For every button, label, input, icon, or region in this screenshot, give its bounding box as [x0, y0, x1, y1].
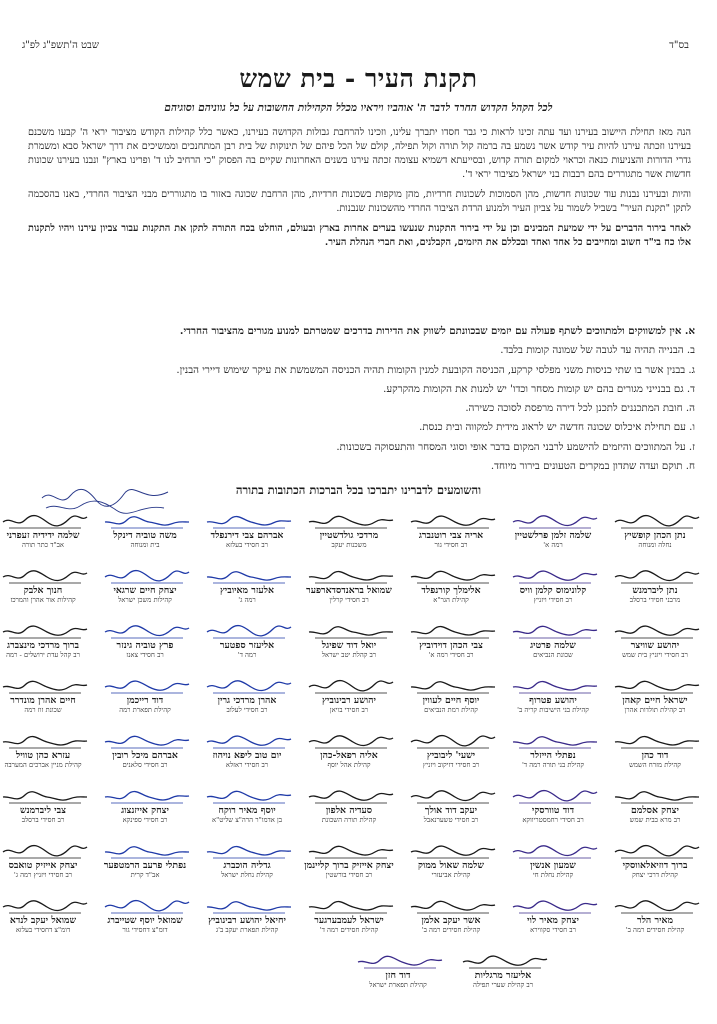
- handwritten-signature: [397, 677, 505, 695]
- signatory-title: רב חסידי בעלזא: [226, 541, 268, 549]
- signatory-title: רב חסידי דזיקוב ויזניץ: [422, 761, 480, 769]
- signature-block: [193, 677, 301, 715]
- signature-block: [91, 842, 199, 880]
- signatory-title: שכונת הנביאים: [533, 651, 573, 659]
- handwritten-signature: [499, 622, 607, 640]
- signatory-name: דוד כהן: [641, 750, 669, 761]
- signature-block: [601, 842, 709, 880]
- signature-block: [91, 567, 199, 605]
- signatory-title: קהילות אור אהרן והמרכז: [10, 596, 76, 604]
- signatory-title: קהילת דרכי יצחק: [632, 871, 678, 879]
- handwritten-signature: [91, 897, 199, 915]
- signature-block: [397, 787, 505, 825]
- signatory-title: רב חסידי טשערנאבל: [423, 816, 479, 824]
- rule-item: ה. חובת המתכננים לתכנן לכל דירה מרפסת לסוכה כשירה.: [465, 403, 695, 415]
- signature-block: [91, 512, 199, 550]
- signatory-title: קהילת תורה השכונת: [321, 816, 377, 824]
- signatory-title: רב חסידי סלאנים: [122, 761, 168, 769]
- handwritten-signature: [601, 787, 709, 805]
- handwritten-signature: [601, 567, 709, 585]
- signatory-name: אליה רפאל-כהן: [320, 750, 378, 761]
- signature-block: [601, 677, 709, 715]
- signatory-title: קהילת מניין אברכים המערבה: [4, 761, 82, 769]
- handwritten-signature: [0, 787, 97, 805]
- signature-block: [91, 622, 199, 660]
- handwritten-signature: [499, 842, 607, 860]
- signatory-title: רב חסידי קרלין: [329, 596, 369, 604]
- handwritten-signature: [193, 787, 301, 805]
- signature-block: [193, 567, 301, 605]
- signatory-name: חיים אהרן מונדרר: [10, 695, 76, 706]
- signatory-title: קהילת תפארת יעקב ב'ג: [215, 926, 279, 934]
- handwritten-signature: [449, 952, 557, 970]
- signature-block: [397, 567, 505, 605]
- signatory-name: אברהם צבי דירנפלד: [210, 530, 284, 541]
- signatory-title: נחלה ומנוחה: [638, 541, 672, 549]
- signatory-name: חנוך אלבק: [23, 585, 63, 596]
- signatory-name: יצחק אייזנצוג: [121, 805, 169, 816]
- signature-block: [193, 732, 301, 770]
- handwritten-signature: [397, 622, 505, 640]
- top-line: [22, 40, 689, 54]
- signature-block: [499, 512, 607, 550]
- signatory-title: קהילת נחלת חי: [532, 871, 574, 879]
- rule-item: ד. גם בבנייני מגורים בהם יש קומות מסחר וכדו' יש למנות את הקומות מהקרקע.: [383, 383, 695, 395]
- signature-block: [0, 897, 97, 935]
- signatory-title: קהילת בני תורה רמה ד': [521, 761, 585, 769]
- signature-block: [295, 842, 403, 880]
- handwritten-signature: [193, 512, 301, 530]
- signature-block: [193, 512, 301, 550]
- handwritten-signature: [601, 732, 709, 750]
- signature-block: [397, 677, 505, 715]
- signature-block: [91, 787, 199, 825]
- signatory-name: שלמה פרטיג: [530, 640, 576, 651]
- handwritten-signature: [397, 732, 505, 750]
- signatory-name: אלימלך קורנפלד: [421, 585, 481, 596]
- signatory-name: דוד רייכמן: [126, 695, 164, 706]
- signatory-name: ברוך דוזיאלאווסקי: [622, 860, 688, 871]
- signatory-title: אב"ד כתר תורה: [21, 541, 64, 549]
- signatory-name: נפתלי פרעב הרמטפער: [103, 860, 187, 871]
- signatory-title: בית ומנוחה: [130, 541, 160, 549]
- signatory-title: קהילת רמת הנביאים: [424, 706, 478, 714]
- signatory-title: משכנות יעקב: [331, 541, 367, 549]
- rule-item: ג. בבנין אשר בו שתי כניסות משני מפלסי קרקע, הכניסה הקובעת למנין הקומות תהיה הכניסה המשמשת את עיקר שימוש דיירי הבנין.: [176, 364, 695, 376]
- signature-block: [295, 787, 403, 825]
- signatory-name: שמואל יוסף שטייברג: [107, 915, 183, 926]
- signature-block: [295, 732, 403, 770]
- signatory-title: רב קהלת יטב ישראל: [321, 651, 377, 659]
- page-title: תקנת העיר - בית שמש: [239, 64, 478, 93]
- handwritten-signature: [0, 897, 97, 915]
- signatory-title: דומ"צ דחסידי גור: [122, 926, 168, 934]
- signatory-title: רב חסידי ויזניץ: [533, 596, 573, 604]
- signature-block: [601, 787, 709, 825]
- handwritten-signature: [499, 512, 607, 530]
- handwritten-signature: [295, 787, 403, 805]
- signatory-name: יום טוב ליפא נויהוז: [212, 750, 282, 761]
- signatory-title: דומ"צ דחסידי בעלזא: [15, 926, 71, 934]
- handwritten-signature: [193, 677, 301, 695]
- signatory-title: קהילת נחלת ישראל: [221, 871, 273, 879]
- signatory-name: ישראל חיים קאהן: [622, 695, 688, 706]
- handwritten-signature: [193, 567, 301, 585]
- signatory-title: קהילת חסידים רמה ב': [421, 926, 481, 934]
- signature-block: [295, 622, 403, 660]
- signatory-name: צבי הכהן דוידוביץ: [419, 640, 483, 651]
- handwritten-signature: [193, 732, 301, 750]
- signatory-title: קהילת בני הישיבות קריה ב': [517, 706, 589, 714]
- bsd-mark: בס"ד: [669, 40, 689, 51]
- signatory-title: רב חסידי ספינקא: [122, 816, 168, 824]
- handwritten-signature: [193, 622, 301, 640]
- signatory-title: קהילת חסידים רמה ב': [625, 926, 685, 934]
- handwritten-signature: [295, 677, 403, 695]
- signatory-name: יוסף חיים לעווין: [422, 695, 480, 706]
- signatory-title: קהילת אביעזרי: [431, 871, 471, 879]
- signature-block: [397, 897, 505, 935]
- rule-item: ו. עם תחילת איכלוס שכונה חדשה יש לראוג מידית למקווה ובית כנסת.: [419, 422, 695, 434]
- handwritten-signature: [397, 787, 505, 805]
- signatory-name: יצחק חיים שרגאי: [113, 585, 177, 596]
- signatory-name: ישראל לעמבערגער: [314, 915, 384, 926]
- signatory-name: שלמה ידידיה זעפרני: [6, 530, 80, 541]
- signatory-name: סעדיה אלפון: [325, 805, 373, 816]
- signature-block: [0, 732, 97, 770]
- signatory-name: מאיר הלר: [637, 915, 673, 926]
- signatory-title: רמה א': [543, 541, 563, 549]
- handwritten-signature: [499, 897, 607, 915]
- signatory-name: אליעזר מרגליות: [474, 970, 532, 981]
- signature-block: [0, 622, 97, 660]
- signatory-title: רמה ד': [237, 651, 257, 659]
- rule-item: ב. הבנייה תהיה עד לגובה של שמונה קומות בלבד.: [500, 345, 695, 357]
- handwritten-signature: [295, 842, 403, 860]
- signature-block: [499, 622, 607, 660]
- signature-block: [601, 732, 709, 770]
- signature-block: [295, 512, 403, 550]
- signature-block: [91, 677, 199, 715]
- signatory-title: רב מרא בבית שמש: [629, 816, 681, 824]
- rule-item: ח. תוקם ועדה שתדון במקרים הטעונים בירור מיוחד.: [490, 461, 695, 473]
- signatory-name: אהרן מרדכי גרין: [217, 695, 277, 706]
- handwritten-signature: [397, 842, 505, 860]
- paragraph-2: והיות ובעירנו נבנות עוד שכונות חדשות, מהן הסמוכות לשכונות חרדיות, מהן מוקפות בשכונות חרדיות, מהן הרחבת שכונה באזור בו מתגוררים מבני הציבור החרדי, באנו בהסכמה לתקן "תקנת העיר" בשביל לשמור על צביון העיר ולמנוע הרדת הציבור החרדי מהשכונות שנבנות.: [28, 189, 691, 214]
- signatory-name: משה טוביה דינקל: [113, 530, 177, 541]
- signatory-name: אליעזר ספטער: [219, 640, 275, 651]
- signatory-title: קהילת הגר"א: [433, 596, 469, 604]
- handwritten-signature: [397, 897, 505, 915]
- signatory-name: שמואל בראנדסדארפער: [306, 585, 392, 596]
- signatory-title: רב קהל עדת ירושלים - רמה: [6, 651, 80, 659]
- signatory-name: אלעזר מאיוביץ: [219, 585, 275, 596]
- signatory-name: מרדכי גולדשטיין: [319, 530, 379, 541]
- signatory-name: יחיאל יהושע רבינוביץ: [208, 915, 286, 926]
- handwritten-signature: [0, 842, 97, 860]
- signatory-title: רב חסידי ויזניץ רמה ג': [13, 871, 73, 879]
- signatory-name: אברהם מיכל רובין: [112, 750, 178, 761]
- signature-block: [397, 732, 505, 770]
- signatory-title: בן אדמו"ר הרה"צ שליט"א: [212, 816, 282, 824]
- signatory-title: רמה ג': [238, 596, 256, 604]
- signature-block: [397, 842, 505, 880]
- signatory-name: אריה צבי רוטנברג: [418, 530, 484, 541]
- handwritten-signature: [397, 512, 505, 530]
- signatory-title: קהילת תפארת רמה: [119, 706, 171, 714]
- date-line: שבט ה'תשפ"ג לפ"ג: [22, 40, 99, 51]
- signatory-name: יעקב דוד אולך: [424, 805, 478, 816]
- signature-block: [91, 897, 199, 935]
- handwritten-signature: [601, 677, 709, 695]
- signatory-title: רב חסידי בורשטין: [325, 871, 373, 879]
- handwritten-signature: [499, 567, 607, 585]
- handwritten-signature: [397, 567, 505, 585]
- handwritten-signature: [91, 732, 199, 750]
- signature-block: [397, 512, 505, 550]
- signature-block: [499, 567, 607, 605]
- handwritten-signature: [601, 512, 709, 530]
- signatures-title: והשומעים לדברינו יתברכו בכל הברכות הכתובות בתורה: [235, 483, 482, 497]
- handwritten-signature: [344, 952, 452, 970]
- signatory-name: דוד חזן: [385, 970, 411, 981]
- signatory-title: רב חסידי בויאן: [329, 706, 369, 714]
- signatory-title: קהילת אהל יוסף: [327, 761, 371, 769]
- handwritten-signature: [0, 567, 97, 585]
- signatory-name: יצחק אייזיק טואבס: [8, 860, 78, 871]
- subtitle: לכל הקהל הקדוש החרד לדבר ה' אוהביו ויראיו מכלל הקהילות החשובות על כל גווניהם וסוגיהם: [164, 102, 553, 114]
- handwritten-signature: [499, 677, 607, 695]
- signatory-name: נתן הכהן קופשיץ: [624, 530, 686, 541]
- signature-block: [344, 952, 452, 990]
- handwritten-signature: [295, 732, 403, 750]
- signatory-title: רב קהילת תולדות אהרן: [624, 706, 686, 714]
- rule-item: א. אין למשווקים ולמתווכים לשתף פעולה עם יזמים שבכוונתם לשווק את הדירות בדרכים שמטרתם למנוע מגורים מהציבור החרדי.: [179, 325, 695, 337]
- signatory-name: צבי ליברמנש: [20, 805, 66, 816]
- handwritten-signature: [0, 677, 97, 695]
- signatory-name: יצחק אסלמם: [631, 805, 679, 816]
- handwritten-signature: [601, 897, 709, 915]
- signatory-name: יצחק אייזיק ברוך קליינמן: [304, 860, 394, 871]
- signatory-title: רב חסידי צאנז: [126, 651, 164, 659]
- signature-block: [499, 677, 607, 715]
- rule-item: ז. על המתווכים והיזמים להישמע לרבני המקום בדבר אופי וסוגי המסחר והתעסוקה בשכונות.: [336, 441, 695, 453]
- handwritten-signature: [91, 677, 199, 695]
- signatory-title: רב חסידי סקווירא: [530, 926, 576, 934]
- handwritten-signature: [91, 622, 199, 640]
- signatory-title: אב"ד קרית: [130, 871, 160, 879]
- signatory-name: נפתלי הייזלר: [530, 750, 576, 761]
- signature-block: [601, 512, 709, 550]
- signatory-name: יצחק מאיר לוי: [527, 915, 579, 926]
- body-text: [28, 126, 691, 256]
- handwritten-signature: [295, 512, 403, 530]
- signature-block: [0, 512, 97, 550]
- handwritten-signature: [601, 622, 709, 640]
- signatory-name: שמואל יעקב לנדא: [9, 915, 77, 926]
- signatory-name: אשר יעקב אלמן: [421, 915, 481, 926]
- signatory-title: רב קהילת שערי תפילה: [472, 981, 534, 989]
- signatory-title: רב חסידי רמה א': [428, 651, 474, 659]
- handwritten-signature: [193, 897, 301, 915]
- signature-block: [397, 622, 505, 660]
- paragraph-1: הנה מאז תחילת היישוב בעירנו ועד עתה זכינו לראות כי גבר חסדו יתברך עלינו, וזכינו להרחבת גבולות הקדושה בעירנו, כאשר כלל קהילות הקודש מציבור יראי ה' קבעו משכנם בעירנו וזכתה עירנו להיות עיר קודש אשר נשמע בה ברמה קול תורה וקול תפילה, קולם של הכל פיהם של תינוקות של בית רבן המתחנכים וממשיכים את דרך ישראל סבא ומשמרת גדרי הדורות והצניעות כנאה וכראוי למקום תורה קדוש, ובסייעתא דשמיא עצומה זכתה עירנו בשנים האחרונות שקיים בה הפסוק "כי הרחיב לנו ד' ופרינו בארץ" ונבנו בעירנו שכונות חדשות אשר מתגוררים בהם רבבות בני ישראל מציבור יראי ד'.: [28, 127, 691, 180]
- signatory-name: דוד טוורסקי: [531, 805, 575, 816]
- signature-block: [193, 897, 301, 935]
- signature-block: [499, 787, 607, 825]
- signatory-title: רב חסידי לעלוב: [226, 706, 268, 714]
- signature-block: [0, 787, 97, 825]
- signature-block: [499, 732, 607, 770]
- signatory-name: עזרא כהן טוויל: [15, 750, 71, 761]
- signatory-name: שלמה שאול ממוק: [418, 860, 484, 871]
- signature-block: [601, 567, 709, 605]
- handwritten-signature: [193, 842, 301, 860]
- handwritten-signature: [295, 897, 403, 915]
- signatory-title: רב חסידי ברסלב: [21, 816, 65, 824]
- signatory-title: קהילות משכן ישראל: [118, 596, 172, 604]
- signatory-title: מרבני חסידי ברסלב: [629, 596, 681, 604]
- signatory-title: רב חסידי רחמסטריווקא: [522, 816, 584, 824]
- signatory-name: ברוך מרדכי מינצברג: [7, 640, 79, 651]
- signatory-name: פרץ טוביה גינזר: [116, 640, 174, 651]
- signatory-name: ישעי' ליבוביץ: [426, 750, 476, 761]
- signatory-name: שלמה זלמן פרלשטיין: [514, 530, 592, 541]
- signature-block: [295, 897, 403, 935]
- signature-block: [295, 567, 403, 605]
- signatory-title: רב חסידי ראזלא: [225, 761, 269, 769]
- signatory-name: יהושע פטרוף: [529, 695, 577, 706]
- signatory-name: גדליה הוכברג: [223, 860, 271, 871]
- signature-block: [601, 622, 709, 660]
- signature-block: [295, 677, 403, 715]
- rules-list: [28, 322, 695, 476]
- signatory-title: קהילת מזרח השמש: [629, 761, 681, 769]
- signature-block: [499, 842, 607, 880]
- signature-block: [193, 787, 301, 825]
- handwritten-signature: [0, 732, 97, 750]
- handwritten-signature: [91, 512, 199, 530]
- signature-block: [193, 842, 301, 880]
- signatory-title: שכונת זוז רמה: [24, 706, 62, 714]
- signatory-title: קהילת חסידים רמה ד': [319, 926, 379, 934]
- signatory-name: יוסף מאיר רוקח: [218, 805, 276, 816]
- handwritten-signature: [295, 622, 403, 640]
- handwritten-signature: [499, 732, 607, 750]
- handwritten-signature: [91, 787, 199, 805]
- signature-block: [0, 677, 97, 715]
- signatory-name: יהושע רבינוביץ: [322, 695, 376, 706]
- signatory-title: רב חסידי גור: [434, 541, 468, 549]
- signatory-name: שמעון אנשין: [530, 860, 576, 871]
- signatory-title: רב חסידי ויזניץ בית שמש: [622, 651, 688, 659]
- handwritten-signature: [295, 567, 403, 585]
- handwritten-signature: [0, 512, 97, 530]
- paragraph-3: לאחר בירור הדברים על ידי שמיעת המבינים וכן על ידי בירור התקנות שנעשו בערים אחרות בארץ ובעולם, הוחלט בכח התורה לתקן את התקנות עבור צביון עירנו ויהיו לתקנות אלו כח בי"ד חשוב ומחייבים כל אחד ואחד ובכללם את היזמים, הקבלנים, ואת חברי הנהלת העיר.: [28, 223, 691, 248]
- handwritten-signature: [601, 842, 709, 860]
- handwritten-signature: [499, 787, 607, 805]
- signature-block: [449, 952, 557, 990]
- handwritten-signature: [91, 842, 199, 860]
- handwritten-signature: [91, 567, 199, 585]
- signatory-title: קהילת תפארת ישראל: [369, 981, 427, 989]
- signatory-name: קלונימוס קלמן וויס: [519, 585, 587, 596]
- signature-block: [0, 567, 97, 605]
- signature-block: [193, 622, 301, 660]
- signature-block: [499, 897, 607, 935]
- signatory-name: יואל דוד שפיגל: [321, 640, 377, 651]
- signature-block: [0, 842, 97, 880]
- signatory-name: נתן ליברמנש: [632, 585, 678, 596]
- signature-block: [91, 732, 199, 770]
- handwritten-signature: [0, 622, 97, 640]
- signatory-name: יהושע שוויצר: [630, 640, 680, 651]
- signature-block: [601, 897, 709, 935]
